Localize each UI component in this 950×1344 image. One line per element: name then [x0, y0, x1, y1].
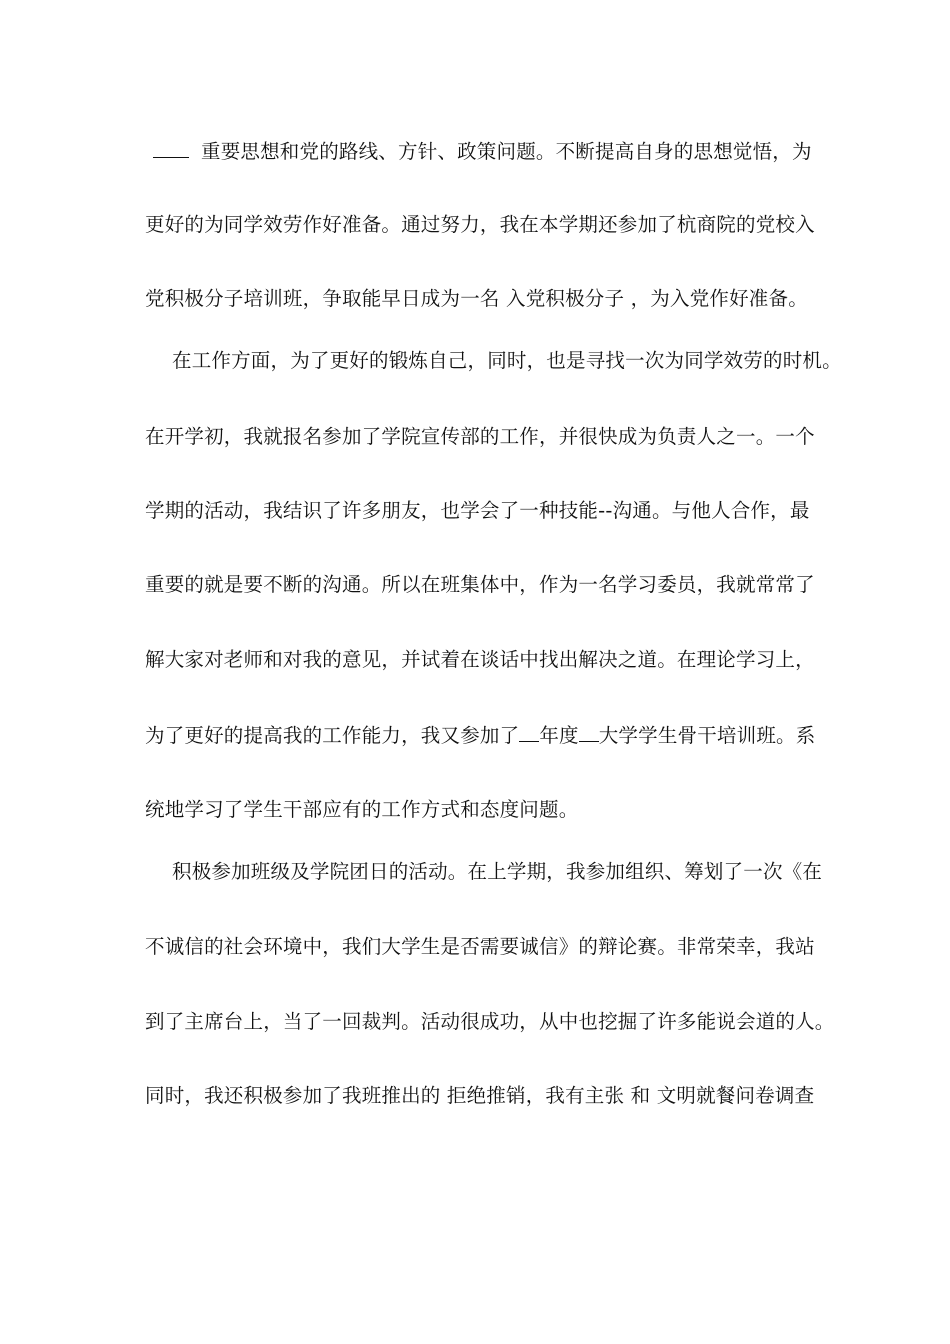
paragraph-line: 到了主席台上，当了一回裁判。活动很成功，从中也挖掘了许多能说会道的人。: [145, 1010, 835, 1033]
line-text: 年度: [539, 724, 579, 747]
paragraph-line: 不诚信的社会环境中，我们大学生是否需要诚信》的辩论赛。非常荣幸，我站: [145, 935, 815, 958]
paragraph-line: 重要的就是要不断的沟通。所以在班集体中，作为一名学习委员，我就常常了: [145, 573, 815, 596]
paragraph-line: [145, 139, 812, 164]
paragraph-first-line: 在工作方面，为了更好的锻炼自己，同时，也是寻找一次为同学效劳的时机。: [172, 349, 842, 372]
fill-in-blank: [579, 723, 599, 742]
fill-in-blank: [153, 139, 189, 158]
paragraph-line: 党积极分子培训班，争取能早日成为一名 入党积极分子 ，为入党作好准备。: [145, 287, 808, 310]
paragraph-line: 统地学习了学生干部应有的工作方式和态度问题。: [145, 798, 579, 821]
line-text: 为了更好的提高我的工作能力，我又参加了: [145, 724, 520, 747]
paragraph-line: 解大家对老师和对我的意见，并试着在谈话中找出解决之道。在理论学习上，: [145, 648, 815, 671]
paragraph-line: [145, 723, 815, 748]
paragraph-line: 学期的活动，我结识了许多朋友，也学会了一种技能--沟通。与他人合作，最: [145, 499, 810, 522]
line-text: 重要思想和党的路线、方针、政策问题。不断提高自身的思想觉悟，为: [201, 140, 812, 163]
paragraph-line: 同时，我还积极参加了我班推出的 拒绝推销，我有主张 和 文明就餐问卷调查: [145, 1084, 815, 1107]
line-text: 大学学生骨干培训班。系: [598, 724, 816, 747]
paragraph-line: 更好的为同学效劳作好准备。通过努力，我在本学期还参加了杭商院的党校入: [145, 213, 815, 236]
paragraph-first-line: 积极参加班级及学院团日的活动。在上学期，我参加组织、筹划了一次《在: [172, 860, 823, 883]
fill-in-blank: [519, 723, 539, 742]
paragraph-line: 在开学初，我就报名参加了学院宣传部的工作，并很快成为负责人之一。一个: [145, 425, 815, 448]
